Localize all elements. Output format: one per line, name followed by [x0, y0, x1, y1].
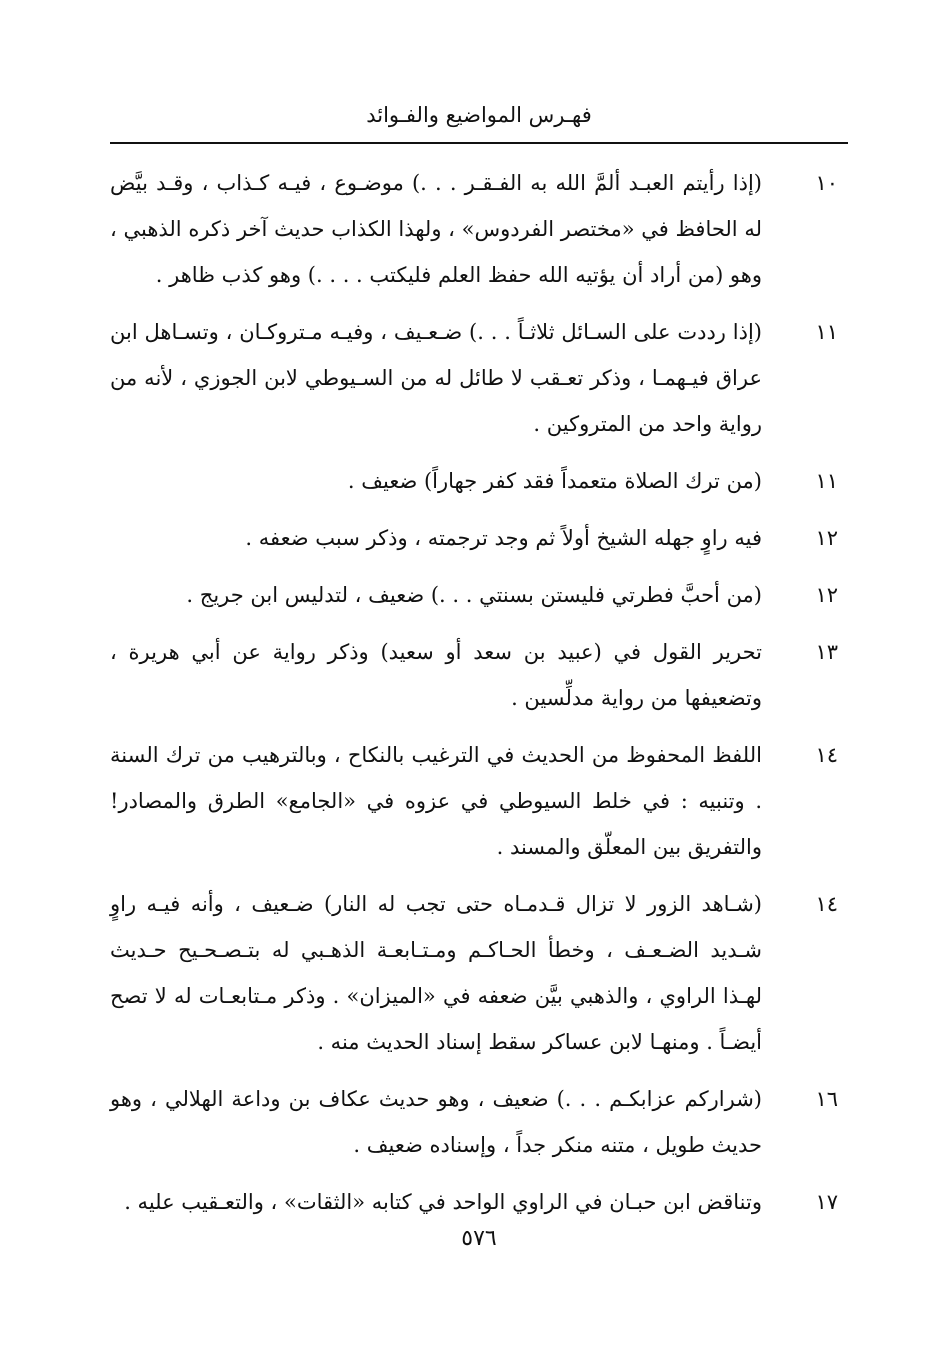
index-entry — [110, 515, 848, 561]
entry-page-number: ١١ — [815, 469, 838, 493]
entry-page-number: ١٢ — [815, 526, 838, 550]
index-entry — [110, 629, 848, 721]
index-entry — [110, 458, 848, 504]
header-rule — [110, 142, 848, 144]
entry-page-number: ١٦ — [815, 1087, 838, 1111]
running-header: فهـرس المواضيع والفـوائد — [366, 103, 592, 127]
entry-text: (إذا رددت على السـائل ثلاثـاً . . .) ضـعـيف ، وفيـه مـتروكـان ، وتسـاهل ابن عراق فيـهمـا ، وذكر تعـقب لا طائل له من السـيوطي لابن الجوزي ، لأنه من رواية واحد من المتروكين . — [110, 320, 762, 436]
index-entry — [110, 732, 848, 870]
entry-text: (إذا رأيتم العبـد ألمَّ الله به الفـقـر . . .) موضـوع ، فيـه كـذاب ، وقـد بيَّض له الحافظ في «مختصر الفردوس» ، ولهذا الكذاب حديث آخر ذكره الذهبي ، وهو (من أراد أن يؤتيه الله حفظ العلم فليكتب . . . .) وهو كذب ظاهر . — [110, 171, 762, 287]
entry-text: اللفظ المحفوظ من الحديث في الترغيب بالنكاح ، وبالترهيب من ترك السنة . وتنبيه : في خلط السيوطي في عزوه في «الجامع» الطرق والمصادر! والتفريق بين المعلّق والمسند . — [110, 743, 762, 859]
entry-text: (شـاهد الزور لا تزال قـدمـاه حتى تجب له النار) ضـعيف ، وأنه فيـه راوٍ شـديد الضـعـف ، وخطأ الحـاكـم ومـتـابعـة الذهـبي له بتـصـحـيح حـديث لهـذا الراوي ، والذهبي بيَّن ضعفه في «الميزان» . وذكر مـتابعـات له لا تصح أيضـاً . ومنهـا لابن عساكر سقط إسناد الحديث منه . — [110, 892, 762, 1054]
index-entry — [110, 572, 848, 618]
page-number: ٥٧٦ — [461, 1226, 497, 1251]
entry-text: (شراركم عزابكـم . . .) ضعيف ، وهو حديث عكاف بن وداعة الهلالي ، وهو حديث طويل ، متنه منكر جداً ، وإسناده ضعيف . — [110, 1087, 762, 1157]
entry-page-number: ١٤ — [815, 743, 838, 767]
index-entry — [110, 1179, 848, 1225]
entry-text: فيه راوٍ جهله الشيخ أولاً ثم وجد ترجمته ، وذكر سبب ضعفه . — [245, 526, 762, 550]
entry-page-number: ١٤ — [815, 892, 838, 916]
index-entry — [110, 160, 848, 298]
index-entry — [110, 309, 848, 447]
entry-text: (من ترك الصلاة متعمداً فقد كفر جهاراً) ضعيف . — [347, 469, 762, 493]
entry-page-number: ١٧ — [815, 1190, 838, 1214]
entry-page-number: ١٠ — [815, 171, 838, 195]
index-entry — [110, 1076, 848, 1168]
index-entry-list — [110, 160, 848, 1236]
entry-text: وتناقض ابن حبـان في الراوي الواحد في كتابه «الثقات» ، والتعـقيب عليه . — [124, 1190, 762, 1214]
entry-page-number: ١٢ — [815, 583, 838, 607]
index-entry — [110, 881, 848, 1065]
entry-page-number: ١١ — [815, 320, 838, 344]
entry-text: تحرير القول في (عبيد بن سعد أو سعيد) وذكر رواية عن أبي هريرة ، وتضعيفها من رواية مدلِّسين . — [110, 640, 762, 710]
entry-page-number: ١٣ — [815, 640, 838, 664]
entry-text: (من أحبَّ فطرتي فليستن بسنتي . . .) ضعيف ، لتدليس ابن جريج . — [186, 583, 762, 607]
